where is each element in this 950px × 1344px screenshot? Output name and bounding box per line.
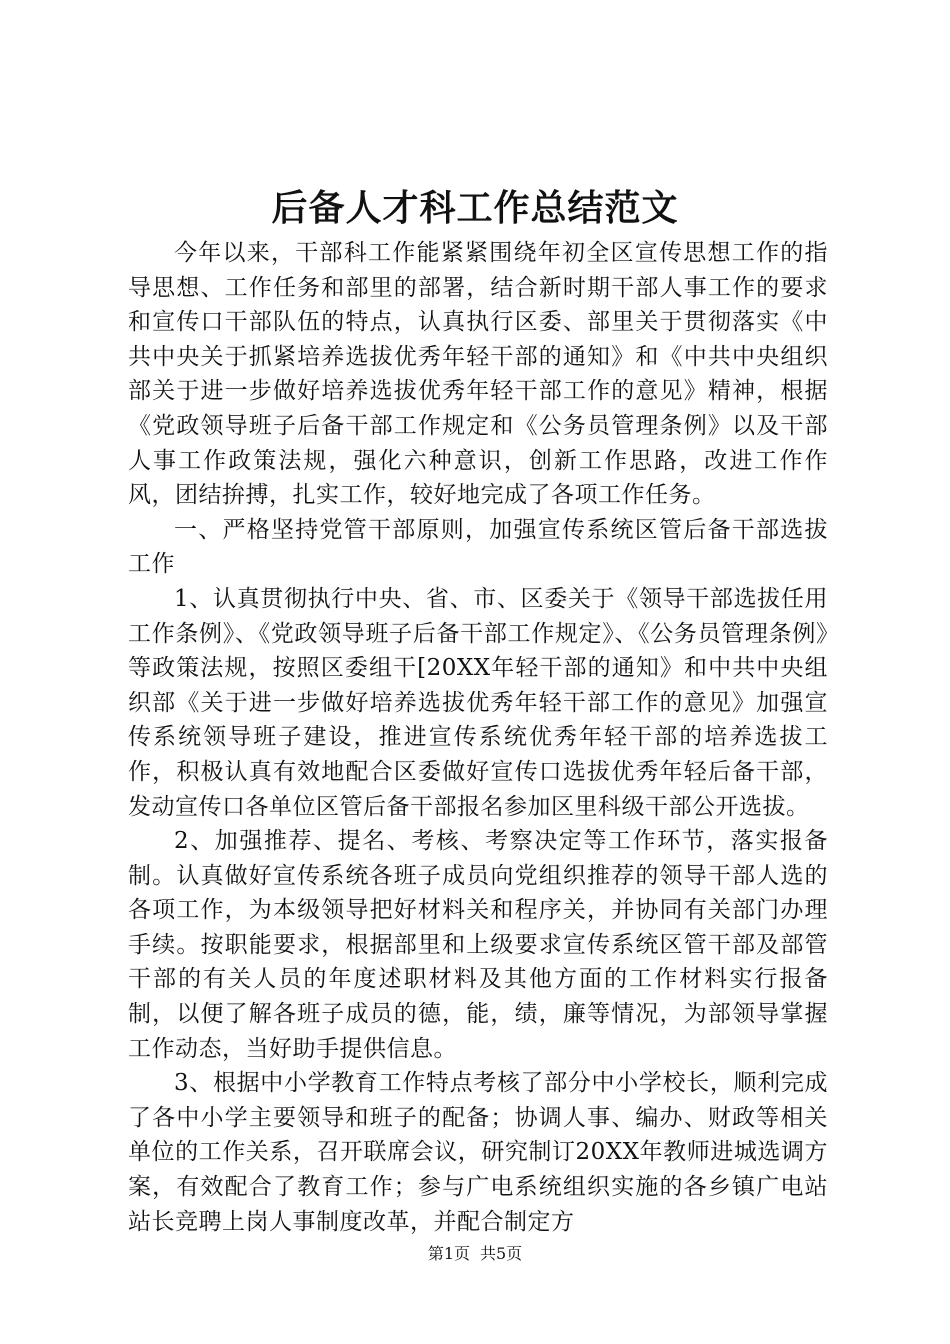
item-paragraph-3: 3、根据中小学教育工作特点考核了部分中小学校长，顺利完成了各中小学主要领导和班子的配备；协调人事、编办、财政等相关单位的工作关系，召开联席会议，研究制订20XX年教师进城选调方案，有效配合了教育工作；参与广电系统组织实施的各乡镇广电站站长竞聘上岗人事制度改革，并配合制定方 bbox=[128, 1070, 828, 1235]
document-title: 后备人才科工作总结范文 bbox=[271, 187, 679, 229]
page-footer bbox=[0, 1244, 950, 1264]
document-body bbox=[128, 236, 828, 1239]
page-number: 第1页 bbox=[427, 1244, 470, 1263]
item-paragraph-2: 2、加强推荐、提名、考核、考察决定等工作环节，落实报备制。认真做好宣传系统各班子成员向党组织推荐的领导干部人选的各项工作，为本级领导把好材料关和程序关，并协同有关部门办理手续。按职能要求，根据部里和上级要求宣传系统区管干部及部管干部的有关人员的年度述职材料及其他方面的工作材料实行报备制，以便了解各班子成员的德，能，绩，廉等情况，为部领导掌握工作动态，当好助手提供信息。 bbox=[128, 828, 828, 1062]
section-heading-1: 一、严格坚持党管干部原则，加强宣传系统区管后备干部选拔工作 bbox=[128, 516, 828, 578]
intro-paragraph: 今年以来，干部科工作能紧紧围绕年初全区宣传思想工作的指导思想、工作任务和部里的部署，结合新时期干部人事工作的要求和宣传口干部队伍的特点，认真执行区委、部里关于贯彻落实《中共中央关于抓紧培养选拔优秀年轻干部的通知》和《中共中央组织部关于进一步做好培养选拔优秀年轻干部工作的意见》精神，根据《党政领导班子后备干部工作规定和《公务员管理条例》以及干部人事工作政策法规，强化六种意识，创新工作思路，改进工作作风，团结拚搏，扎实工作，较好地完成了各项工作任务。 bbox=[128, 240, 828, 509]
item-paragraph-1: 1、认真贯彻执行中央、省、市、区委关于《领导干部选拔任用工作条例》、《党政领导班子后备干部工作规定》、《公务员管理条例》等政策法规，按照区委组干[20XX年轻干部的通知》和中共中央组织部《关于进一步做好培养选拔优秀年轻干部工作的意见》加强宣传系统领导班子建设，推进宣传系统优秀年轻干部的培养选拔工作，积极认真有效地配合区委做好宣传口选拔优秀年轻后备干部，发动宣传口各单位区管后备干部报名参加区里科级干部公开选拔。 bbox=[128, 585, 828, 820]
page-total: 共5页 bbox=[480, 1244, 523, 1263]
